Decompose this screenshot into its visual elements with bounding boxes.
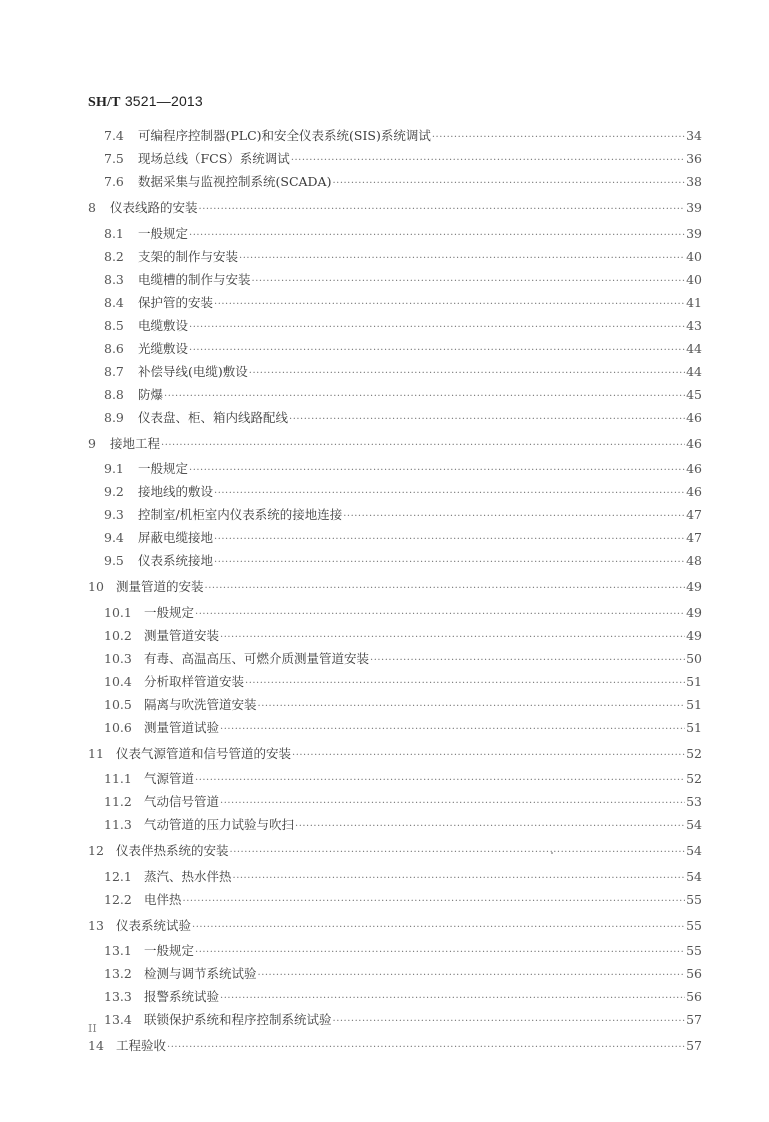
toc-entry-number: 8.6 bbox=[104, 340, 124, 356]
table-of-contents bbox=[88, 124, 702, 1058]
toc-entry-number: 10.3 bbox=[104, 650, 132, 666]
toc-entry-title: 一般规定 bbox=[144, 604, 195, 620]
toc-entry-number: 8.7 bbox=[104, 363, 124, 379]
toc-entry-title: 隔离与吹洗管道安装 bbox=[144, 696, 257, 712]
toc-section-entry[interactable] bbox=[88, 457, 702, 480]
toc-entry-page: 48 bbox=[686, 553, 702, 568]
dot-leader bbox=[195, 603, 685, 626]
dot-leader bbox=[233, 867, 686, 890]
toc-entry-page: 46 bbox=[686, 461, 702, 476]
toc-entry-number: 12.1 bbox=[104, 868, 132, 884]
toc-section-entry[interactable] bbox=[88, 170, 702, 193]
toc-entry-number: 8.4 bbox=[104, 294, 124, 310]
toc-section-entry[interactable] bbox=[88, 245, 702, 268]
toc-entry-number: 8 bbox=[88, 200, 96, 215]
toc-entry-page: 50 bbox=[686, 650, 702, 666]
toc-entry-number: 9.1 bbox=[104, 461, 124, 476]
dot-leader bbox=[220, 987, 685, 1010]
toc-chapter-entry[interactable] bbox=[88, 839, 702, 863]
toc-entry-title: 保护管的安装 bbox=[138, 294, 214, 310]
toc-entry-page: 47 bbox=[686, 507, 702, 522]
toc-section-entry[interactable] bbox=[88, 360, 702, 383]
toc-chapter-entry[interactable] bbox=[88, 742, 702, 766]
document-header bbox=[88, 93, 203, 111]
toc-entry-title: 控制室/机柜室内仪表系统的接地连接 bbox=[138, 507, 343, 522]
toc-section-entry[interactable] bbox=[88, 865, 702, 888]
toc-entry-title: 可编程序控制器(PLC)和安全仪表系统(SIS)系统调试 bbox=[138, 128, 431, 143]
toc-entry-page: 51 bbox=[686, 719, 702, 735]
toc-entry-number: 9.3 bbox=[104, 507, 124, 522]
toc-entry-page: 39 bbox=[686, 200, 702, 215]
toc-entry-page: 46 bbox=[686, 435, 702, 451]
dot-leader bbox=[370, 649, 685, 672]
toc-entry-page: 56 bbox=[686, 989, 702, 1004]
dot-leader bbox=[220, 626, 685, 649]
toc-entry-number: 11 bbox=[88, 745, 104, 761]
toc-entry-title: 接地线的敷设 bbox=[138, 484, 214, 499]
toc-entry-number: 9 bbox=[88, 435, 96, 451]
dot-leader bbox=[195, 941, 685, 964]
toc-entry-number: 11.1 bbox=[104, 771, 132, 786]
toc-entry-number: 11.3 bbox=[104, 817, 132, 832]
toc-entry-title: 接地工程 bbox=[110, 435, 161, 451]
scan-speck bbox=[551, 852, 553, 854]
dot-leader bbox=[220, 718, 685, 741]
toc-entry-number: 9.5 bbox=[104, 553, 124, 568]
dot-leader bbox=[161, 434, 685, 457]
toc-section-entry[interactable] bbox=[88, 939, 702, 962]
toc-section-entry[interactable] bbox=[88, 716, 702, 739]
toc-entry-page: 34 bbox=[686, 128, 702, 143]
toc-entry-title: 仪表线路的安装 bbox=[110, 200, 198, 215]
toc-entry-title: 气动信号管道 bbox=[144, 794, 220, 809]
toc-entry-number: 10.5 bbox=[104, 696, 132, 712]
dot-leader bbox=[333, 1010, 686, 1033]
dot-leader bbox=[189, 316, 685, 339]
toc-section-entry[interactable] bbox=[88, 291, 702, 314]
toc-section-entry[interactable] bbox=[88, 526, 702, 549]
toc-entry-number: 8.9 bbox=[104, 409, 124, 425]
toc-chapter-entry[interactable] bbox=[88, 196, 702, 220]
dot-leader bbox=[252, 270, 686, 293]
toc-entry-page: 47 bbox=[686, 530, 702, 545]
toc-entry-title: 测量管道安装 bbox=[144, 627, 220, 643]
toc-entry-number: 14 bbox=[88, 1038, 104, 1053]
toc-entry-page: 43 bbox=[686, 317, 702, 333]
toc-entry-title: 补偿导线(电缆)敷设 bbox=[138, 363, 248, 379]
dot-leader bbox=[295, 815, 685, 838]
toc-entry-number: 10.4 bbox=[104, 673, 132, 689]
toc-entry-number: 7.4 bbox=[104, 128, 124, 143]
toc-entry-number: 8.8 bbox=[104, 386, 124, 402]
toc-entry-page: 52 bbox=[686, 745, 702, 761]
toc-entry-page: 44 bbox=[686, 363, 702, 379]
toc-entry-page: 51 bbox=[686, 696, 702, 712]
toc-entry-title: 屏蔽电缆接地 bbox=[138, 530, 214, 545]
toc-entry-page: 49 bbox=[686, 579, 702, 594]
toc-section-entry[interactable] bbox=[88, 1008, 702, 1031]
toc-entry-number: 7.5 bbox=[104, 151, 124, 166]
dot-leader bbox=[289, 408, 685, 431]
toc-entry-page: 54 bbox=[686, 843, 702, 858]
toc-entry-title: 光缆敷设 bbox=[138, 340, 189, 356]
toc-chapter-entry[interactable] bbox=[88, 914, 702, 938]
dot-leader bbox=[189, 339, 685, 362]
dot-leader bbox=[164, 385, 685, 408]
dot-leader bbox=[245, 672, 685, 695]
toc-section-entry[interactable] bbox=[88, 693, 702, 716]
toc-entry-title: 分析取样管道安装 bbox=[144, 673, 245, 689]
toc-section-entry[interactable] bbox=[88, 601, 702, 624]
toc-section-entry[interactable] bbox=[88, 790, 702, 813]
toc-section-entry[interactable] bbox=[88, 337, 702, 360]
toc-entry-title: 现场总线（FCS）系统调试 bbox=[138, 151, 290, 166]
toc-entry-title: 数据采集与监视控制系统(SCADA) bbox=[138, 174, 332, 189]
toc-entry-title: 支架的制作与安装 bbox=[138, 248, 239, 264]
toc-entry-page: 40 bbox=[686, 248, 702, 264]
toc-entry-number: 9.4 bbox=[104, 530, 124, 545]
toc-entry-number: 11.2 bbox=[104, 794, 132, 809]
page-number: II bbox=[88, 1022, 97, 1035]
dot-leader bbox=[214, 482, 685, 505]
toc-entry-page: 51 bbox=[686, 673, 702, 689]
toc-entry-title: 仪表系统试验 bbox=[116, 917, 192, 933]
dot-leader bbox=[199, 198, 686, 221]
toc-entry-number: 13.2 bbox=[104, 966, 132, 981]
toc-entry-number: 9.2 bbox=[104, 484, 124, 499]
toc-section-entry[interactable] bbox=[88, 962, 702, 985]
toc-section-entry[interactable] bbox=[88, 314, 702, 337]
toc-entry-title: 气动管道的压力试验与吹扫 bbox=[144, 817, 295, 832]
toc-entry-page: 55 bbox=[686, 943, 702, 958]
toc-entry-title: 报警系统试验 bbox=[144, 989, 220, 1004]
toc-entry-page: 57 bbox=[686, 1038, 702, 1053]
toc-entry-page: 54 bbox=[686, 817, 702, 832]
toc-section-entry[interactable] bbox=[88, 147, 702, 170]
toc-entry-title: 工程验收 bbox=[116, 1038, 167, 1053]
toc-entry-title: 一般规定 bbox=[138, 225, 189, 241]
toc-entry-title: 仪表盘、柜、箱内线路配线 bbox=[138, 409, 289, 425]
toc-entry-number: 8.5 bbox=[104, 317, 124, 333]
toc-entry-number: 13.3 bbox=[104, 989, 132, 1004]
toc-entry-number: 12 bbox=[88, 843, 104, 858]
toc-chapter-entry[interactable] bbox=[88, 432, 702, 456]
toc-entry-number: 10.2 bbox=[104, 627, 132, 643]
toc-section-entry[interactable] bbox=[88, 383, 702, 406]
dot-leader bbox=[291, 149, 685, 172]
toc-section-entry[interactable] bbox=[88, 813, 702, 836]
toc-entry-page: 52 bbox=[686, 771, 702, 786]
toc-section-entry[interactable] bbox=[88, 503, 702, 526]
dot-leader bbox=[343, 505, 685, 528]
dot-leader bbox=[195, 769, 685, 792]
toc-entry-number: 10 bbox=[88, 579, 104, 594]
toc-section-entry[interactable] bbox=[88, 549, 702, 572]
toc-entry-number: 8.2 bbox=[104, 248, 124, 264]
toc-entry-title: 有毒、高温高压、可燃介质测量管道安装 bbox=[144, 650, 370, 666]
toc-chapter-entry[interactable] bbox=[88, 575, 702, 599]
dot-leader bbox=[258, 964, 686, 987]
toc-entry-number: 12.2 bbox=[104, 891, 132, 907]
toc-entry-title: 仪表系统接地 bbox=[138, 553, 214, 568]
toc-entry-number: 13.1 bbox=[104, 943, 132, 958]
toc-entry-title: 气源管道 bbox=[144, 771, 195, 786]
toc-section-entry[interactable] bbox=[88, 268, 702, 291]
dot-leader bbox=[214, 551, 685, 574]
toc-entry-title: 仪表伴热系统的安装 bbox=[116, 843, 229, 858]
dot-leader bbox=[189, 224, 685, 247]
dot-leader bbox=[214, 293, 685, 316]
toc-entry-page: 55 bbox=[686, 891, 702, 907]
toc-entry-title: 电缆槽的制作与安装 bbox=[138, 271, 251, 287]
toc-section-entry[interactable] bbox=[88, 480, 702, 503]
dot-leader bbox=[239, 247, 685, 270]
toc-entry-page: 54 bbox=[686, 868, 702, 884]
toc-entry-title: 一般规定 bbox=[138, 461, 189, 476]
toc-entry-page: 56 bbox=[686, 966, 702, 981]
dot-leader bbox=[192, 916, 685, 939]
dot-leader bbox=[205, 577, 686, 600]
dot-leader bbox=[249, 362, 685, 385]
toc-entry-number: 7.6 bbox=[104, 174, 124, 189]
toc-section-entry[interactable] bbox=[88, 767, 702, 790]
toc-entry-number: 10.6 bbox=[104, 719, 132, 735]
dot-leader bbox=[167, 1036, 685, 1059]
toc-section-entry[interactable] bbox=[88, 888, 702, 911]
toc-entry-title: 电伴热 bbox=[144, 891, 182, 907]
dot-leader bbox=[332, 172, 685, 195]
toc-section-entry[interactable] bbox=[88, 406, 702, 429]
toc-entry-page: 57 bbox=[686, 1012, 702, 1027]
toc-entry-page: 39 bbox=[686, 225, 702, 241]
toc-entry-title: 仪表气源管道和信号管道的安装 bbox=[116, 745, 292, 761]
toc-chapter-entry[interactable] bbox=[88, 1034, 702, 1058]
toc-entry-title: 防爆 bbox=[138, 386, 164, 402]
dot-leader bbox=[230, 841, 686, 864]
toc-entry-title: 联锁保护系统和程序控制系统试验 bbox=[144, 1012, 332, 1027]
toc-entry-page: 36 bbox=[686, 151, 702, 166]
toc-entry-title: 电缆敷设 bbox=[138, 317, 189, 333]
dot-leader bbox=[292, 744, 685, 767]
toc-entry-number: 13 bbox=[88, 917, 104, 933]
toc-section-entry[interactable] bbox=[88, 624, 702, 647]
toc-entry-page: 49 bbox=[686, 604, 702, 620]
dot-leader bbox=[189, 459, 685, 482]
dot-leader bbox=[183, 890, 686, 913]
toc-entry-title: 蒸汽、热水伴热 bbox=[144, 868, 232, 884]
toc-entry-title: 一般规定 bbox=[144, 943, 195, 958]
toc-entry-number: 8.1 bbox=[104, 225, 124, 241]
toc-entry-title: 测量管道试验 bbox=[144, 719, 220, 735]
toc-entry-page: 40 bbox=[686, 271, 702, 287]
dot-leader bbox=[220, 792, 685, 815]
toc-entry-page: 53 bbox=[686, 794, 702, 809]
dot-leader bbox=[432, 126, 685, 149]
toc-entry-title: 检测与调节系统试验 bbox=[144, 966, 257, 981]
toc-section-entry[interactable] bbox=[88, 124, 702, 147]
toc-entry-title: 测量管道的安装 bbox=[116, 579, 204, 594]
toc-entry-page: 44 bbox=[686, 340, 702, 356]
toc-entry-page: 55 bbox=[686, 917, 702, 933]
toc-entry-page: 46 bbox=[686, 409, 702, 425]
toc-section-entry[interactable] bbox=[88, 222, 702, 245]
toc-section-entry[interactable] bbox=[88, 647, 702, 670]
toc-entry-number: 13.4 bbox=[104, 1012, 132, 1027]
toc-entry-number: 10.1 bbox=[104, 604, 132, 620]
dot-leader bbox=[258, 695, 686, 718]
toc-section-entry[interactable] bbox=[88, 985, 702, 1008]
toc-entry-page: 49 bbox=[686, 627, 702, 643]
toc-entry-page: 45 bbox=[686, 386, 702, 402]
toc-entry-page: 41 bbox=[686, 294, 702, 310]
standard-number: 3521—2013 bbox=[124, 93, 203, 109]
standard-code: SH/T bbox=[88, 95, 121, 110]
dot-leader bbox=[214, 528, 685, 551]
toc-entry-page: 38 bbox=[686, 174, 702, 189]
toc-section-entry[interactable] bbox=[88, 670, 702, 693]
toc-entry-page: 46 bbox=[686, 484, 702, 499]
toc-entry-number: 8.3 bbox=[104, 271, 124, 287]
